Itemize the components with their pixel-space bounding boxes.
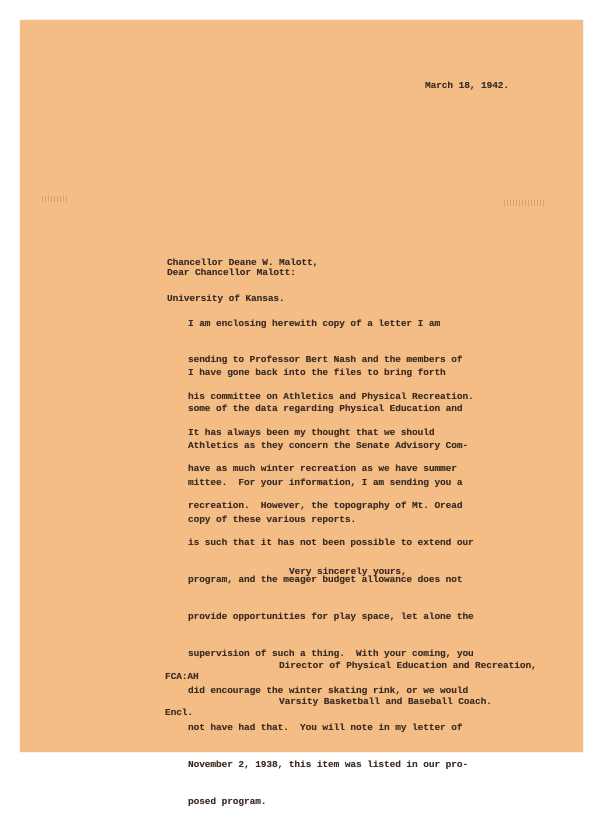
enclosure-line: Encl. (165, 707, 194, 719)
body-line: have as much winter recreation as we have summer (188, 463, 457, 475)
letter-date: March 18, 1942. (425, 80, 510, 91)
body-line: did encourage the winter skating rink, or we would (188, 684, 469, 696)
signature-block (279, 635, 537, 733)
salutation: Dear Chancellor Malott: (167, 267, 296, 278)
body-line: I have gone back into the files to bring forth (188, 366, 446, 378)
right-margin-mark (504, 200, 544, 206)
signature-line: Varsity Basketball and Baseball Coach. (279, 696, 492, 708)
recipient-line: University of Kansas. (167, 293, 285, 305)
body-line: his committee on Athletics and Physical Recreation. (188, 391, 474, 403)
body-line: program, and the meager budget allowance does not (188, 574, 463, 586)
body-line: posed program. (188, 795, 267, 807)
body-line: It has always been my thought that we should (188, 426, 435, 438)
body-line: I am enclosing herewith copy of a letter I am (188, 317, 441, 329)
body-line: sending to Professor Bert Nash and the members of (188, 354, 463, 366)
letter-sheet (20, 20, 583, 807)
body-line: some of the data regarding Physical Education and (188, 403, 463, 415)
signature-line: Director of Physical Education and Recreation, (279, 659, 537, 671)
reference-initials (165, 646, 199, 744)
reference-line: FCA:AH (165, 670, 199, 682)
left-margin-mark (42, 196, 68, 202)
body-line: November 2, 1938, this item was listed in our pro- (188, 758, 469, 770)
body-line: not have had that. You will note in my letter of (188, 721, 463, 733)
body-line: supervision of such a thing. With your coming, you (188, 647, 474, 659)
body-line: recreation. However, the topography of Mt. Oread (188, 500, 463, 512)
body-line: Athletics as they concern the Senate Advisory Com- (188, 440, 469, 452)
body-line: copy of these various reports. (188, 514, 357, 526)
body-line: is such that it has not been possible to extend our (188, 537, 474, 549)
recipient-line: Chancellor Deane W. Malott, (167, 256, 319, 268)
complimentary-close: Very sincerely yours, (289, 566, 407, 577)
body-paragraph (188, 402, 474, 832)
body-line: provide opportunities for play space, let alone the (188, 611, 474, 623)
body-line: mittee. For your information, I am sending you a (188, 477, 463, 489)
